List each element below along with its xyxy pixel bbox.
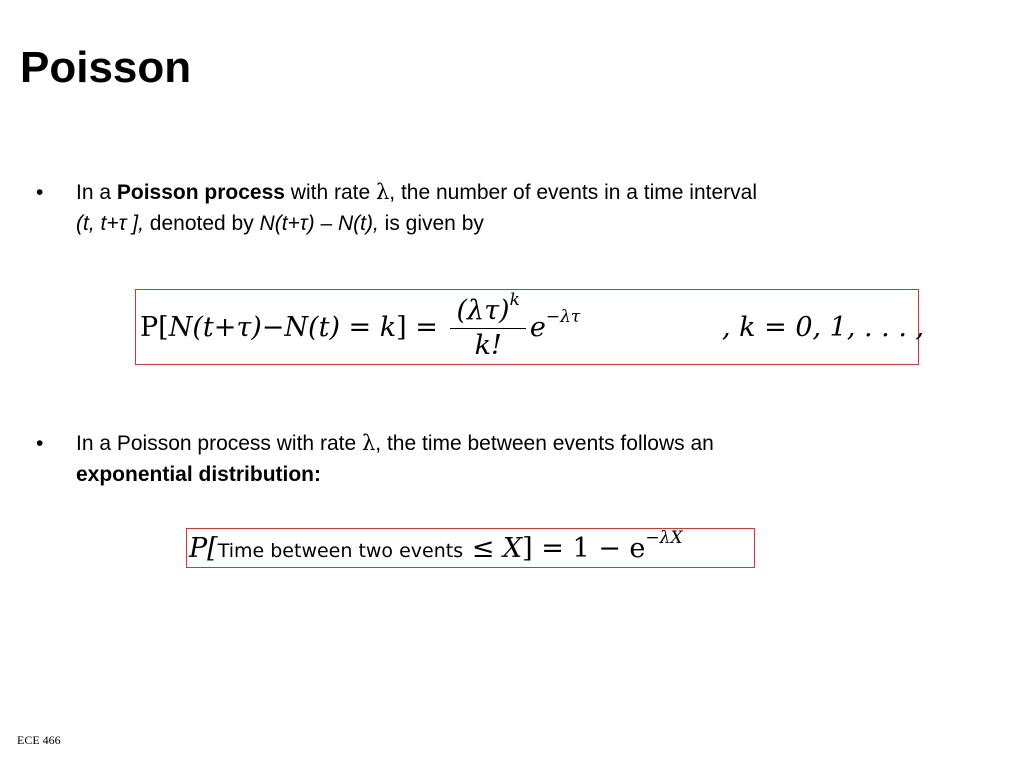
footer-course-code: ECE 466 (17, 733, 61, 747)
formula-expression (189, 529, 683, 571)
poisson-pmf-formula (135, 289, 925, 365)
formula-range: , k = 0, 1, . . . , (722, 312, 925, 343)
bullet-text (76, 428, 976, 490)
fraction-numerator (450, 290, 525, 329)
numerator-base: (λτ) (456, 295, 510, 326)
bullet-segment: is given by (378, 212, 484, 235)
exp-base: e (529, 312, 546, 343)
formula-lhs-open: P[ (140, 312, 169, 343)
bold-term: exponential distribution: (76, 463, 321, 486)
formula-expression (140, 292, 580, 364)
bullet-prefix: In a Poisson process with rate (76, 432, 362, 455)
fraction-denominator: k! (474, 330, 502, 361)
formula-relation: ≤ X (471, 533, 523, 564)
bullet-marker: • (36, 181, 44, 204)
formula-text: Time between two events (217, 540, 464, 562)
lambda-symbol: λ (375, 180, 390, 204)
exp-power: −λτ (545, 307, 581, 327)
lambda-symbol: λ (361, 431, 376, 455)
formula-lhs-open: P[ (189, 533, 218, 564)
formula-lhs-body: N(t+τ)−N(t) = k (168, 312, 397, 343)
numerator-exponent: k (509, 290, 520, 310)
bullet-text (76, 177, 976, 239)
bullet-segment: , the time between events follows an (375, 432, 714, 455)
exp-power: −λX (645, 528, 683, 548)
formula-lhs-close: ] = (396, 312, 438, 343)
count-difference: N(t+τ) – N(t), (259, 212, 379, 235)
formula-rhs: ] = 1 − e (522, 533, 646, 564)
formula-fraction (450, 290, 525, 363)
slide-title: Poisson (20, 43, 192, 92)
exponential-cdf-formula (186, 528, 755, 568)
bold-term: Poisson process (116, 181, 285, 204)
bullet-prefix: In a (76, 181, 117, 204)
bullet-marker: • (36, 432, 44, 455)
interval-notation: (t, t+τ ], (76, 212, 144, 235)
bullet-segment: with rate (284, 181, 376, 204)
bullet-segment: denoted by (143, 212, 260, 235)
bullet-segment: , the number of events in a time interval (389, 181, 757, 204)
